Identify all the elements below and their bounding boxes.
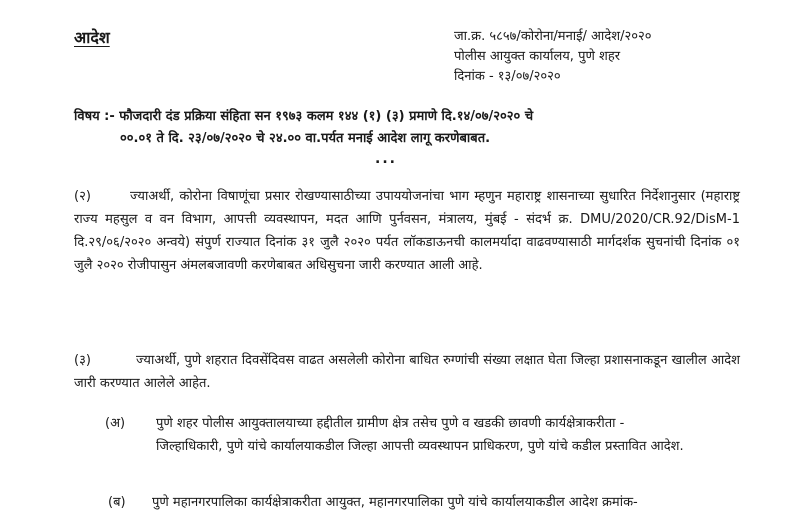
reference-number: जा.क्र. ५८५७/कोरोना/मनाई/ आदेश/२०२० bbox=[454, 29, 652, 44]
subject-line-2: ००.०१ ते दि. २३/०७/२०२० चे २४.०० वा.पर्यत मनाई आदेश लागू करणेबाबत. bbox=[120, 131, 491, 146]
separator: ... bbox=[375, 151, 397, 167]
subpoint-marker: (अ) bbox=[105, 416, 126, 431]
issuing-office: पोलीस आयुक्त कार्यालय, पुणे शहर bbox=[454, 49, 621, 64]
reference-block bbox=[454, 27, 652, 87]
paragraph-3 bbox=[74, 349, 740, 395]
paragraph-2 bbox=[74, 185, 740, 277]
subject-line-1: विषय :- फौजदारी दंड प्रक्रिया संहिता सन १९७३ कलम १४४ (१) (३) प्रमाणे दि.१४/०७/२०२० चे bbox=[74, 109, 534, 124]
subject-block bbox=[74, 106, 714, 150]
paragraph-number: (२) bbox=[74, 189, 91, 204]
order-date: दिनांक - १३/०७/२०२० bbox=[454, 69, 561, 84]
order-heading: आदेश bbox=[74, 28, 110, 47]
subpoint-line-1: पुणे महानगरपालिका कार्यक्षेत्राकरीता आयुक्त, महानगरपालिका पुणे यांचे कार्यालयाकडील आदेश क्रमांक- bbox=[152, 495, 638, 510]
subpoint-a bbox=[105, 412, 737, 458]
paragraph-text: ज्याअर्थी, कोरोना विषाणूंचा प्रसार रोखण्यासाठीच्या उपाययोजनांचा भाग म्हणुन महाराष्ट्र शासनाच्या सुधारित निर्देशानुसार (महाराष्ट्र राज्य महसुल व वन विभाग, आपत्ती व्यवस्थापन, मदत आणि पुर्नवसन, मंत्रालय, मुंबई - संदर्भ क्र. DMU/2020/CR.92/DisM-1 दि.२९/०६/२०२० अन्वये) संपुर्ण राज्यात दिनांक ३१ जुलै २०२० पर्यत लॉकडाऊनची कालमर्यादा वाढवण्यासाठी मार्गदर्शक सुचनांची दिनांक ०१ जुलै २०२० रोजीपासुन अंमलबजावणी करणेबाबत अधिसुचना जारी करण्यात आली आहे. bbox=[74, 189, 740, 273]
subpoint-b bbox=[108, 491, 740, 514]
paragraph-text: ज्याअर्थी, पुणे शहरात दिवसेंदिवस वाढत असलेली कोरोना बाधित रुग्णांची संख्या लक्षात घेता जिल्हा प्रशासनाकडून खालील आदेश जारी करण्यात आलेले आहेत. bbox=[74, 353, 740, 391]
subpoint-marker: (ब) bbox=[108, 495, 126, 510]
paragraph-number: (३) bbox=[74, 353, 91, 368]
subpoint-continuation: जिल्हाधिकारी, पुणे यांचे कार्यालयाकडील जिल्हा आपत्ती व्यवस्थापन प्राधिकरण, पुणे यांचे कडील प्रस्तावित आदेश. bbox=[156, 439, 684, 454]
subpoint-line-1: पुणे शहर पोलीस आयुक्तालयाच्या हद्दीतील ग्रामीण क्षेत्र तसेच पुणे व खडकी छावणी कार्यक्षेत्राकरीता - bbox=[156, 416, 625, 431]
